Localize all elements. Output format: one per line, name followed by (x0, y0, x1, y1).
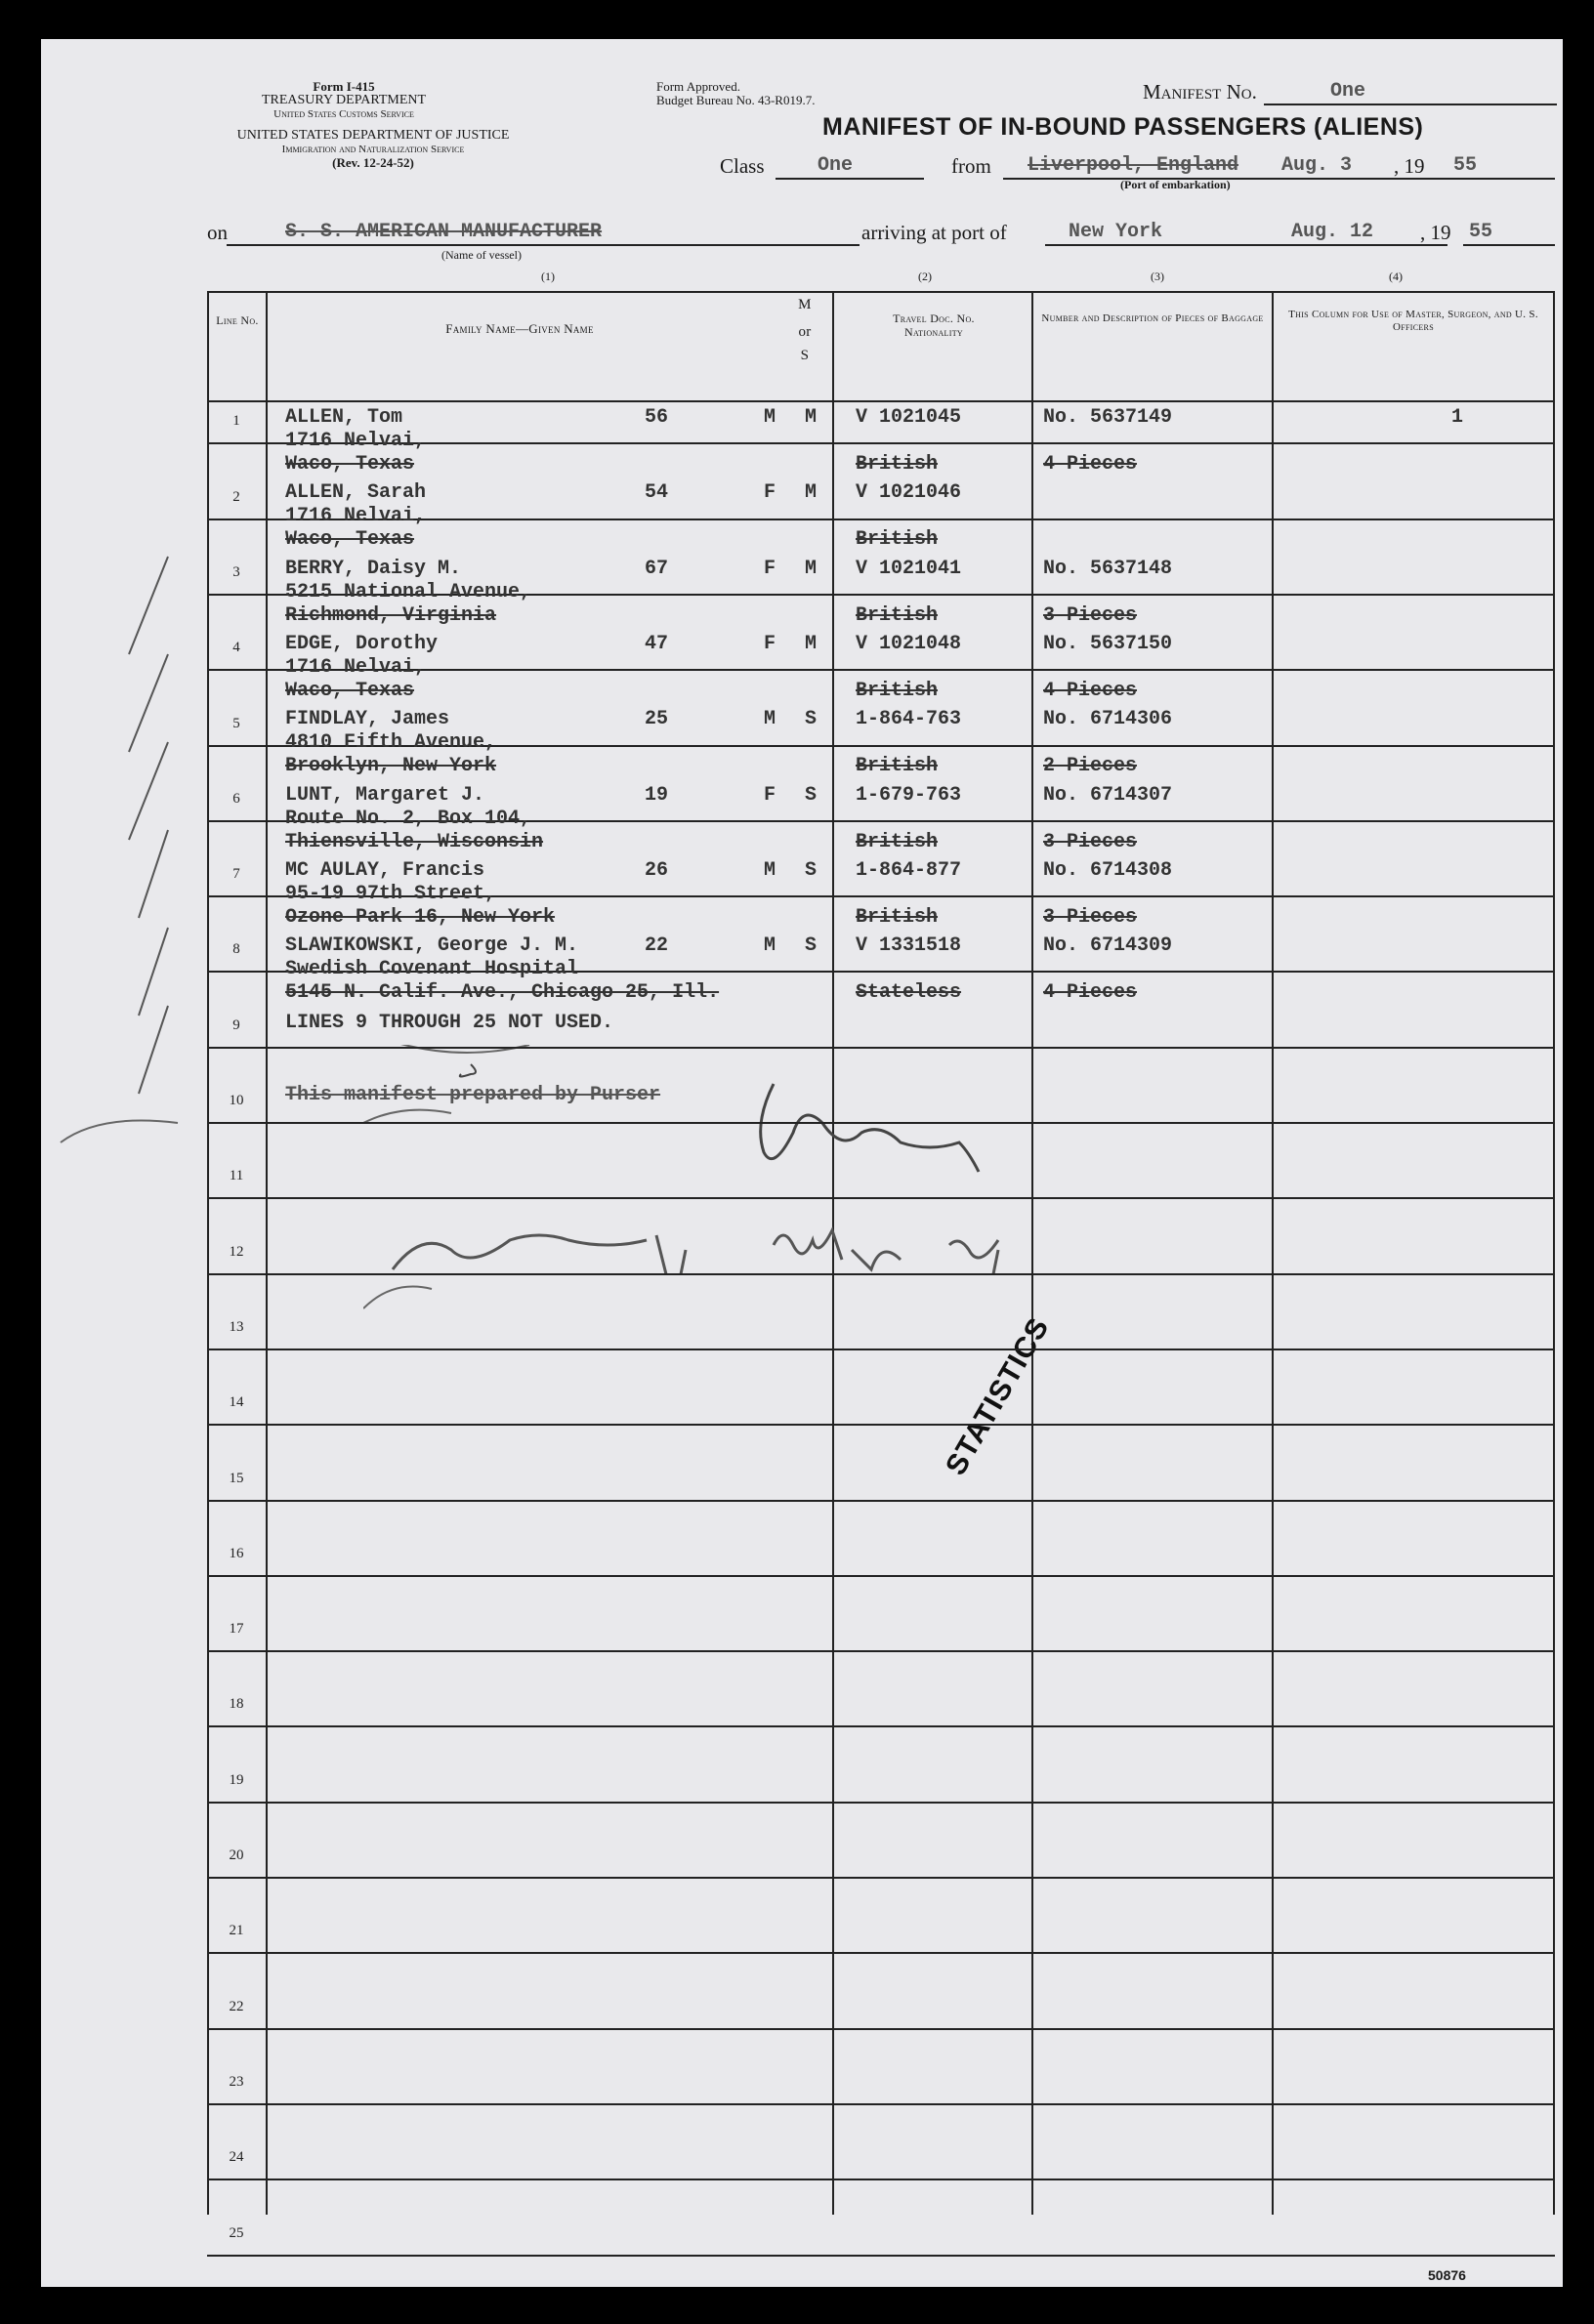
passenger-name: FINDLAY, James (285, 708, 450, 730)
passenger-age: 19 (645, 784, 669, 807)
budget-bureau: Budget Bureau No. 43-R019.7. (656, 93, 816, 107)
officer-mark: 1 (1451, 406, 1464, 429)
travel-doc-number: 1-864-877 (856, 859, 962, 882)
header-officers: This Column for Use of Master, Surgeon, and U. S. Officers (1288, 309, 1538, 333)
passenger-address-2: Richmond, Virginia (285, 604, 497, 627)
baggage-number: No. 6714307 (1043, 784, 1173, 807)
passenger-address-1: 1716 Nelvai, (285, 430, 427, 452)
line-number: 1 (232, 413, 240, 429)
column-number-3: (3) (1151, 270, 1164, 283)
passenger-address-2: Ozone Park 16, New York (285, 906, 556, 929)
header-marital-s: S (800, 348, 810, 363)
line-number: 20 (229, 1847, 244, 1863)
travel-doc-number: V 1021048 (856, 633, 962, 655)
travel-doc-number: V 1021041 (856, 558, 962, 580)
passenger-address-2: Waco, Texas (285, 528, 415, 551)
passenger-marital-status: M (805, 558, 818, 580)
line-number: 16 (229, 1546, 244, 1561)
line-number: 5 (232, 716, 240, 731)
passenger-name: ALLEN, Sarah (285, 481, 427, 504)
baggage-description: 3 Pieces (1043, 831, 1138, 853)
ins-service: Immigration and Naturalization Service (281, 144, 465, 155)
line-number: 13 (229, 1319, 244, 1335)
line-number: 3 (232, 564, 240, 580)
row-divider (207, 1802, 1555, 1804)
passenger-address-1: 1716 Nelvai, (285, 505, 427, 527)
baggage-description: 4 Pieces (1043, 453, 1138, 476)
header-marital-or: or (798, 324, 812, 340)
port-of-arrival: New York (1069, 221, 1163, 243)
column-number-1: (1) (541, 270, 555, 283)
passenger-age: 54 (645, 481, 669, 504)
class-value: One (818, 154, 854, 177)
passenger-name: SLAWIKOWSKI, George J. M. (285, 934, 579, 957)
travel-doc-number: V 1331518 (856, 934, 962, 957)
passenger-marital-status: M (805, 406, 818, 429)
line-number: 18 (229, 1696, 244, 1712)
passenger-marital-status: M (805, 633, 818, 655)
passenger-age: 25 (645, 708, 669, 730)
baggage-description: 2 Pieces (1043, 755, 1138, 777)
header-family-name: Family Name—Given Name (445, 321, 594, 336)
passenger-name: BERRY, Daisy M. (285, 558, 462, 580)
line-number: 19 (229, 1772, 244, 1788)
manifest-no-label: Manifest No. (1143, 80, 1257, 104)
passenger-address-2: Thiensville, Wisconsin (285, 831, 544, 853)
passenger-address-1: 4810 Fifth Avenue, (285, 731, 497, 754)
margin-pencil-ticks (41, 518, 217, 1152)
baggage-description: 3 Pieces (1043, 604, 1138, 627)
line-number: 23 (229, 2074, 244, 2090)
passenger-nationality: British (856, 680, 939, 702)
form-number: Form I-415 (313, 79, 375, 94)
baggage-description: 4 Pieces (1043, 680, 1138, 702)
line-number: 11 (229, 1168, 244, 1183)
line-number: 14 (229, 1394, 244, 1410)
passenger-address-1: Route No. 2, Box 104, (285, 808, 532, 830)
travel-doc-number: 1-679-763 (856, 784, 962, 807)
passenger-age: 47 (645, 633, 669, 655)
footer-code: 50876 (1428, 2267, 1466, 2283)
passenger-sex: F (764, 481, 776, 504)
line-number: 9 (232, 1017, 240, 1033)
travel-doc-number: V 1021046 (856, 481, 962, 504)
passenger-sex: F (764, 633, 776, 655)
handwritten-signatures (363, 1045, 1242, 1338)
passenger-nationality: British (856, 604, 939, 627)
embarkation-date: Aug. 3 (1281, 154, 1353, 177)
arriving-label: arriving at port of (861, 221, 1007, 244)
row-divider (207, 1650, 1555, 1652)
travel-doc-number: V 1021045 (856, 406, 962, 429)
embark-year-prefix: , 19 (1394, 154, 1425, 178)
passenger-sex: M (764, 934, 776, 957)
row-divider (207, 1575, 1555, 1577)
line-number: 8 (232, 941, 240, 957)
header-divider (207, 400, 1555, 402)
passenger-nationality: British (856, 755, 939, 777)
header-nationality: Nationality (904, 325, 963, 339)
row-divider (207, 2103, 1555, 2105)
arrival-year: 55 (1469, 221, 1493, 243)
line-number: 6 (232, 791, 240, 807)
row-divider (207, 1424, 1555, 1426)
passenger-nationality: British (856, 528, 939, 551)
line-number: 21 (229, 1923, 244, 1938)
passenger-nationality: British (856, 831, 939, 853)
passenger-address-2: Waco, Texas (285, 680, 415, 702)
line-number: 7 (232, 866, 240, 882)
passenger-nationality: British (856, 906, 939, 929)
header-marital-m: M (798, 297, 812, 312)
passenger-marital-status: S (805, 708, 818, 730)
manifest-no-line (1264, 80, 1557, 105)
row-divider (207, 1877, 1555, 1879)
revision: (Rev. 12-24-52) (332, 155, 414, 170)
approval-block (656, 80, 815, 107)
line-number: 4 (232, 640, 240, 655)
row-divider (207, 1725, 1555, 1727)
header-line-no: Line No. (216, 313, 259, 327)
row-divider (207, 1197, 1555, 1199)
passenger-sex: M (764, 406, 776, 429)
class-label: Class (720, 154, 765, 178)
arrival-date: Aug. 12 (1291, 221, 1374, 243)
row-divider (207, 1952, 1555, 1954)
passenger-address-1: 95-19 97th Street, (285, 883, 497, 905)
baggage-number: No. 5637149 (1043, 406, 1173, 429)
passenger-address-1: 1716 Nelvai, (285, 656, 427, 679)
baggage-description: 4 Pieces (1043, 981, 1138, 1004)
row-divider (207, 2028, 1555, 2030)
statistics-stamp: STATISTICS (940, 1311, 1056, 1481)
port-of-embarkation: Liverpool, England (1028, 154, 1239, 177)
passenger-address-1: 5215 National Avenue, (285, 581, 532, 603)
passenger-marital-status: S (805, 859, 818, 882)
manifest-no-value: One (1330, 80, 1366, 103)
baggage-number: No. 5637148 (1043, 558, 1173, 580)
line-number: 22 (229, 1999, 244, 2014)
passenger-name: LUNT, Margaret J. (285, 784, 485, 807)
row-divider (207, 1349, 1555, 1350)
page-title: MANIFEST OF IN-BOUND PASSENGERS (ALIENS) (822, 113, 1424, 141)
justice-block (207, 129, 539, 170)
on-label: on (207, 221, 228, 244)
form-approved: Form Approved. (656, 79, 740, 94)
baggage-description: 3 Pieces (1043, 906, 1138, 929)
passenger-address-2: 5145 N. Calif. Ave., Chicago 25, Ill. (285, 981, 720, 1004)
passenger-name: ALLEN, Tom (285, 406, 403, 429)
line-number: 17 (229, 1621, 244, 1637)
baggage-number: No. 6714306 (1043, 708, 1173, 730)
baggage-number: No. 6714309 (1043, 934, 1173, 957)
row-divider (207, 2255, 1555, 2257)
passenger-address-2: Waco, Texas (285, 453, 415, 476)
passenger-age: 26 (645, 859, 669, 882)
passenger-address-1: Swedish Covenant Hospital (285, 958, 579, 980)
prepared-by-note: This manifest prepared by Purser (285, 1084, 661, 1106)
passenger-name: MC AULAY, Francis (285, 859, 485, 882)
passenger-age: 22 (645, 934, 669, 957)
embarkation-year: 55 (1453, 154, 1478, 177)
lines-not-used-note: LINES 9 THROUGH 25 NOT USED. (285, 1012, 614, 1034)
travel-doc-number: 1-864-763 (856, 708, 962, 730)
column-number-4: (4) (1389, 270, 1403, 283)
passenger-name: EDGE, Dorothy (285, 633, 439, 655)
line-number: 15 (229, 1471, 244, 1486)
passenger-sex: M (764, 859, 776, 882)
passenger-age: 67 (645, 558, 669, 580)
line-number: 25 (229, 2225, 244, 2241)
table-right-border (1553, 291, 1555, 2215)
passenger-address-2: Brooklyn, New York (285, 755, 497, 777)
manifest-page (41, 39, 1563, 2287)
form-agency-block (188, 80, 500, 121)
row-divider (207, 1047, 1555, 1049)
row-divider (207, 1122, 1555, 1124)
line-no-column-border (266, 291, 268, 2215)
justice-dept: UNITED STATES DEPARTMENT OF JUSTICE (236, 128, 510, 143)
passenger-sex: M (764, 708, 776, 730)
row-divider (207, 1500, 1555, 1502)
baggage-number: No. 5637150 (1043, 633, 1173, 655)
baggage-number: No. 6714308 (1043, 859, 1173, 882)
passenger-age: 56 (645, 406, 669, 429)
column-number-2: (2) (918, 270, 932, 283)
passenger-sex: F (764, 784, 776, 807)
header-travel-doc: Travel Doc. No. (893, 311, 975, 325)
treasury-dept: TREASURY DEPARTMENT (261, 93, 427, 107)
passenger-sex: F (764, 558, 776, 580)
passenger-nationality: British (856, 453, 939, 476)
line-number: 24 (229, 2149, 244, 2165)
passenger-nationality: Stateless (856, 981, 962, 1004)
baggage-column-border (1272, 291, 1274, 2215)
arrival-year-prefix: , 19 (1420, 221, 1451, 244)
row-divider (207, 2179, 1555, 2180)
vessel-caption: (Name of vessel) (441, 248, 522, 262)
port-caption: (Port of embarkation) (1120, 178, 1231, 191)
header-baggage: Number and Description of Pieces of Baggage (1041, 312, 1264, 324)
passenger-marital-status: S (805, 784, 818, 807)
customs-service: United States Customs Service (273, 108, 414, 120)
vessel-name: S. S. AMERICAN MANUFACTURER (285, 221, 603, 243)
from-label: from (951, 154, 991, 178)
line-number: 2 (232, 489, 240, 505)
line-number: 10 (229, 1093, 244, 1108)
row-divider (207, 1273, 1555, 1275)
passenger-marital-status: S (805, 934, 818, 957)
passenger-marital-status: M (805, 481, 818, 504)
line-number: 12 (229, 1244, 244, 1260)
